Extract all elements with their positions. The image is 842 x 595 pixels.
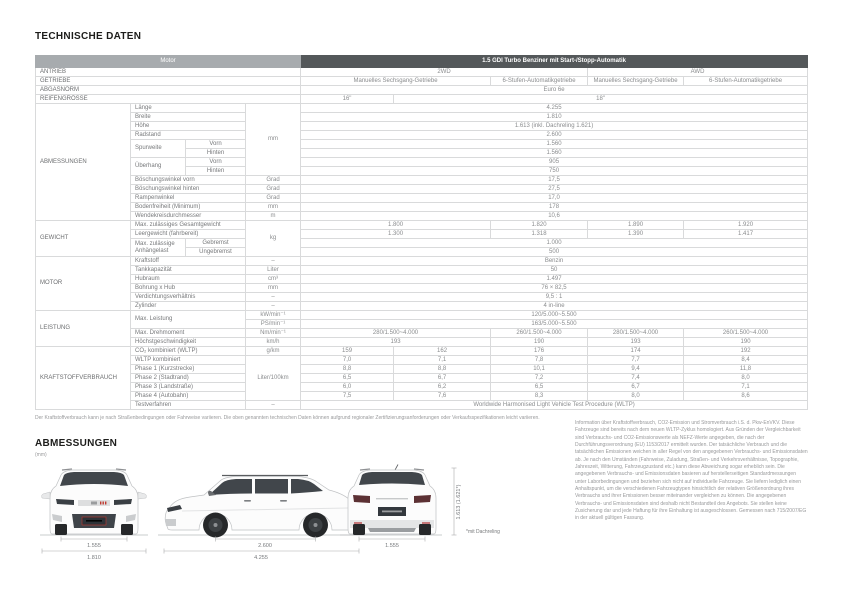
value-cell: 192 [684,347,808,356]
table-row [36,122,808,131]
value-cell: 750 [301,167,808,176]
value-cell: 2WD [301,68,588,77]
value-cell: 18" [394,95,808,104]
unit-cell: Grad [246,185,301,194]
value-cell: 9,4 [588,365,684,374]
car-side-illustration [156,462,366,562]
table-row [36,77,808,86]
value-cell: 4.255 [301,104,808,113]
rear-height-label: 1.613 (1.621*) [456,484,462,520]
value-cell: 1.417 [684,230,808,239]
side-length-label: 4.255 [254,555,268,561]
unit-cell: Liter [246,266,301,275]
header-cell: 1.5 GDI Turbo Benziner mit Start-/Stopp-Automatik [301,56,808,68]
value-cell: 280/1.500~4.000 [588,329,684,338]
table-row [36,104,808,113]
label-cell: Max. Drehmoment [131,329,246,338]
value-cell: 7,0 [301,356,394,365]
table-row [36,383,808,392]
table-row [36,176,808,185]
table-row [36,284,808,293]
value-cell: 162 [394,347,491,356]
label-cell: Bodenfreiheit (Minimum) [131,203,246,212]
table-row [36,293,808,302]
value-cell: 50 [301,266,808,275]
car-front-illustration [38,462,150,562]
legal-paragraph: Information über Kraftstoffverbrauch, CO2-Emission und Stromverbrauch i.S. d. Pkw-EnVKV. Diese Fahrzeuge sind bereits nach dem neuen WLTP-Zyklus homologiert. Aus Gründen der Vergleichbarkeit sind Verbrauchs- und CO2-Emissionswerte als NEFZ-Werte angegeben, die nach der Durchführungsverordnung (EU) 1153/2017 ermittelt wurden. Der tatsächliche Verbrauch und die tatsächlichen Emissionen weichen in aller Regel von den angegebenen Verbrauchs- und Emissionsdaten ab. Je nach den Umständen (Fahrweise, Zuladung, Straßen- und Verkehrsverhältnisse, Topographie, Jahreszeit, Witterung, Fahrzeugzustand etc.) kann diese Abweichung sogar erheblich sein. Die angegebenen Verbrauchs- und Emissionsdaten basieren auf herstellerseitigen Standardmessungen unter Laborbedingungen und beziehen sich nicht auf individuelle Fahrzeuge. Sie liefern lediglich einen Anhaltspunkt, um die verschiedenen Fahrzeugtypen hinsichtlich der relativen Größenordnung ihres Verbrauchs und ihrer Emissionen besser miteinander vergleichen zu können. Die angegebenen Verbrauchs- und Emissionsdaten sind deshalb nicht Bestandteil des Angebots. Sie stellen keine Zusicherung dar und jede Haftung für ihre Einhaltung ist ausgeschlossen. Gemessen nach 715/2007/EG in der aktuell gültigen Fassung. [575,420,808,522]
table-row [36,356,808,365]
value-cell: 190 [491,338,588,347]
rear-track-label: 1.555 [385,543,399,549]
label-cell: Böschungswinkel vorn [131,176,246,185]
value-cell: 1.497 [301,275,808,284]
value-cell: 163/5.000~5.500 [301,320,808,329]
value-cell: 178 [301,203,808,212]
value-cell: 8,6 [684,392,808,401]
table-row [36,239,808,248]
unit-cell: mm [246,104,301,176]
page-title: TECHNISCHE DATEN [35,31,142,42]
value-cell: 500 [301,248,808,257]
value-cell: 1.560 [301,149,808,158]
unit-cell: Nm/min⁻¹ [246,329,301,338]
value-cell: 2.600 [301,131,808,140]
value-cell: Hinten [186,167,246,176]
value-cell: 1.000 [301,239,808,248]
spec-table-body [36,56,808,410]
value-cell: 6-Stufen-Automatikgetriebe [684,77,808,86]
value-cell: 76 × 82,5 [301,284,808,293]
fuel-consumption-footnote: Der Kraftstoffverbrauch kann je nach Straßenbedingungen oder Fahrweise variieren. Die oben genannten technischen Daten können aufgrund regionaler Zertifizierungsanforderungen oder Verkaufsspezifikationen leicht variieren. [35,415,540,421]
table-row [36,113,808,122]
label-cell: Verdichtungsverhältnis [131,293,246,302]
value-cell: 7,4 [588,374,684,383]
value-cell: 10,1 [491,365,588,374]
label-cell: Max. zulässige Anhängelast [131,239,186,257]
value-cell: 8,0 [588,392,684,401]
value-cell: Manuelles Sechsgang-Getriebe [588,77,684,86]
table-row [36,95,808,104]
label-cell: Bohrung x Hub [131,284,246,293]
value-cell: 8,0 [684,374,808,383]
value-cell: 7,1 [684,383,808,392]
label-cell: Überhang [131,158,186,176]
value-cell: 7,1 [394,356,491,365]
label-cell: Wendekreisdurchmesser [131,212,246,221]
category-cell: ABGASNORM [36,86,301,95]
table-row [36,329,808,338]
label-cell: Tankkapazität [131,266,246,275]
value-cell: Worldwide Harmonised Light Vehicle Test Procedure (WLTP) [301,401,808,410]
value-cell: 260/1.500~4.000 [491,329,588,338]
value-cell: Benzin [301,257,808,266]
table-row [36,158,808,167]
label-cell: Phase 3 (Landstraße) [131,383,246,392]
unit-cell: Grad [246,194,301,203]
label-cell: Phase 1 (Kurzstrecke) [131,365,246,374]
category-cell: KRAFTSTOFFVERBRAUCH [36,347,131,410]
label-cell: Zylinder [131,302,246,311]
label-cell: WLTP kombiniert [131,356,246,365]
table-row [36,203,808,212]
unit-cell: cm³ [246,275,301,284]
unit-cell: g/km [246,347,301,356]
value-cell: 4 in-line [301,302,808,311]
value-cell: 17,0 [301,194,808,203]
label-cell: Radstand [131,131,246,140]
unit-cell: kg [246,221,301,257]
label-cell: CO₂ kombiniert (WLTP) [131,347,246,356]
unit-cell: mm [246,203,301,212]
category-cell: LEISTUNG [36,311,131,347]
unit-cell: kW/min⁻¹ [246,311,301,320]
value-cell: 1.820 [491,221,588,230]
label-cell: Länge [131,104,246,113]
value-cell: 1.560 [301,140,808,149]
value-cell: Hinten [186,149,246,158]
header-cell: Motor [36,56,301,68]
value-cell: 1.318 [491,230,588,239]
table-row [36,140,808,149]
table-row [36,392,808,401]
category-cell: REIFENGRÖSSE [36,95,301,104]
table-row [36,212,808,221]
table-row [36,185,808,194]
value-cell: 6,7 [588,383,684,392]
table-row [36,194,808,203]
unit-cell: – [246,293,301,302]
table-row [36,302,808,311]
label-cell: Max. Leistung [131,311,246,329]
label-cell: Höchstgeschwindigkeit [131,338,246,347]
label-cell: Phase 4 (Autobahn) [131,392,246,401]
value-cell: Ungebremst [186,248,246,257]
label-cell: Max. zulässiges Gesamtgewicht [131,221,246,230]
value-cell: Manuelles Sechsgang-Getriebe [301,77,491,86]
unit-cell: mm [246,284,301,293]
table-row [36,68,808,77]
category-cell: ABMESSUNGEN [36,104,131,221]
value-cell: 1.613 (inkl. Dachreling 1.621) [301,122,808,131]
value-cell: 7,8 [491,356,588,365]
value-cell: 174 [588,347,684,356]
label-cell: Höhe [131,122,246,131]
table-row [36,374,808,383]
value-cell: 1.810 [301,113,808,122]
dimensions-heading: ABMESSUNGEN [35,438,118,449]
label-cell: Phase 2 (Stadtrand) [131,374,246,383]
value-cell: 6,2 [394,383,491,392]
table-row [36,131,808,140]
table-row [36,266,808,275]
value-cell: 193 [301,338,491,347]
value-cell: 1.300 [301,230,491,239]
value-cell: 193 [588,338,684,347]
value-cell: 280/1.500~4.000 [301,329,491,338]
value-cell: Vorn [186,140,246,149]
value-cell: 1.890 [588,221,684,230]
unit-cell: PS/min⁻¹ [246,320,301,329]
unit-cell: – [246,257,301,266]
table-row [36,275,808,284]
value-cell: 1.800 [301,221,491,230]
unit-cell: – [246,302,301,311]
label-cell: Kraftstoff [131,257,246,266]
category-cell: GETRIEBE [36,77,301,86]
value-cell: 10,6 [301,212,808,221]
label-cell: Spurweite [131,140,186,158]
spec-table [35,55,808,410]
unit-cell: – [246,401,301,410]
dimensions-unit-note: (mm) [35,452,47,458]
table-row [36,365,808,374]
value-cell: 7,7 [588,356,684,365]
value-cell: 176 [491,347,588,356]
value-cell: Vorn [186,158,246,167]
value-cell: 1.920 [684,221,808,230]
value-cell: 120/5.000~5.500 [301,311,808,320]
value-cell: 190 [684,338,808,347]
table-row [36,401,808,410]
table-row [36,221,808,230]
table-row [36,257,808,266]
value-cell: 7,5 [301,392,394,401]
table-row [36,338,808,347]
table-row [36,347,808,356]
value-cell: 1.390 [588,230,684,239]
value-cell: 7,2 [491,374,588,383]
value-cell: Gebremst [186,239,246,248]
side-wheelbase-label: 2.600 [258,543,272,549]
value-cell: 11,8 [684,365,808,374]
value-cell: 6,7 [394,374,491,383]
label-cell: Breite [131,113,246,122]
unit-cell: km/h [246,338,301,347]
value-cell: 7,6 [394,392,491,401]
value-cell: 8,8 [301,365,394,374]
value-cell: Euro 6e [301,86,808,95]
category-cell: GEWICHT [36,221,131,257]
table-row [36,230,808,239]
unit-cell: m [246,212,301,221]
label-cell: Böschungswinkel hinten [131,185,246,194]
table-row [36,86,808,95]
label-cell: Leergewicht (fahrbereit) [131,230,246,239]
unit-cell: Liter/100km [246,356,301,401]
value-cell: 6-Stufen-Automatikgetriebe [491,77,588,86]
table-row [36,56,808,68]
value-cell: AWD [588,68,808,77]
table-row [36,311,808,320]
category-cell: ANTRIEB [36,68,301,77]
value-cell: 905 [301,158,808,167]
label-cell: Hubraum [131,275,246,284]
value-cell: 8,4 [684,356,808,365]
front-track-label: 1.555 [87,543,101,549]
category-cell: MOTOR [36,257,131,311]
front-width-label: 1.810 [87,555,101,561]
value-cell: 6,0 [301,383,394,392]
value-cell: 6,5 [301,374,394,383]
value-cell: 8,8 [394,365,491,374]
value-cell: 9,5 : 1 [301,293,808,302]
value-cell: 17,5 [301,176,808,185]
value-cell: 159 [301,347,394,356]
value-cell: 6,5 [491,383,588,392]
label-cell: Testverfahren [131,401,246,410]
unit-cell: Grad [246,176,301,185]
roof-rail-note: *mit Dachreling [466,529,500,535]
car-rear-illustration [338,462,470,562]
value-cell: 260/1.500~4.000 [684,329,808,338]
value-cell: 8,3 [491,392,588,401]
value-cell: 27,5 [301,185,808,194]
label-cell: Rampenwinkel [131,194,246,203]
value-cell: 16" [301,95,394,104]
